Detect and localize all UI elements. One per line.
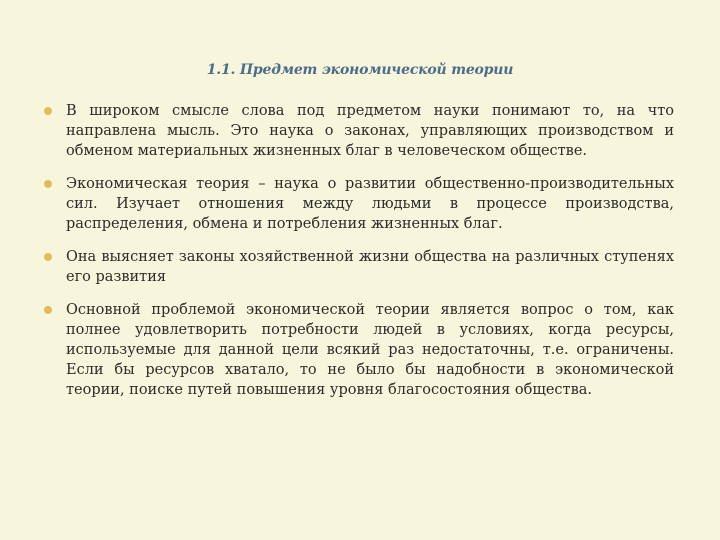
bullet-dot-icon [44, 253, 52, 261]
bullet-dot-icon [44, 107, 52, 115]
bullet-dot-icon [44, 180, 52, 188]
bullet-item [44, 101, 674, 161]
bullet-text: Экономическая теория – наука о развитии общественно-производительных сил. Изучает отношения между людьми в процессе производства, распределения, обмена и потребления жизненных благ. [66, 176, 674, 232]
slide-title: 1.1. Предмет экономической теории [206, 62, 514, 78]
bullet-dot-icon [44, 306, 52, 314]
bullet-text: В широком смысле слова под предметом науки понимают то, на что направлена мысль. Это наука о законах, управляющих производством и обменом материальных жизненных благ в человеческом обществе. [66, 103, 674, 159]
bullet-item [44, 174, 674, 234]
bullet-list [44, 101, 674, 413]
bullet-text: Она выясняет законы хозяйственной жизни общества на различных ступенях его развития [66, 249, 674, 285]
bullet-item [44, 300, 674, 400]
bullet-item [44, 247, 674, 287]
bullet-text: Основной проблемой экономической теории является вопрос о том, как полнее удовлетворить потребности людей в условиях, когда ресурсы, используемые для данной цели всякий раз недостаточны, т.е. ограничены. Если бы ресурсов хватало, то не было бы надобности в экономической теории, поиске путей повышения уровня благосостояния общества. [66, 302, 674, 398]
